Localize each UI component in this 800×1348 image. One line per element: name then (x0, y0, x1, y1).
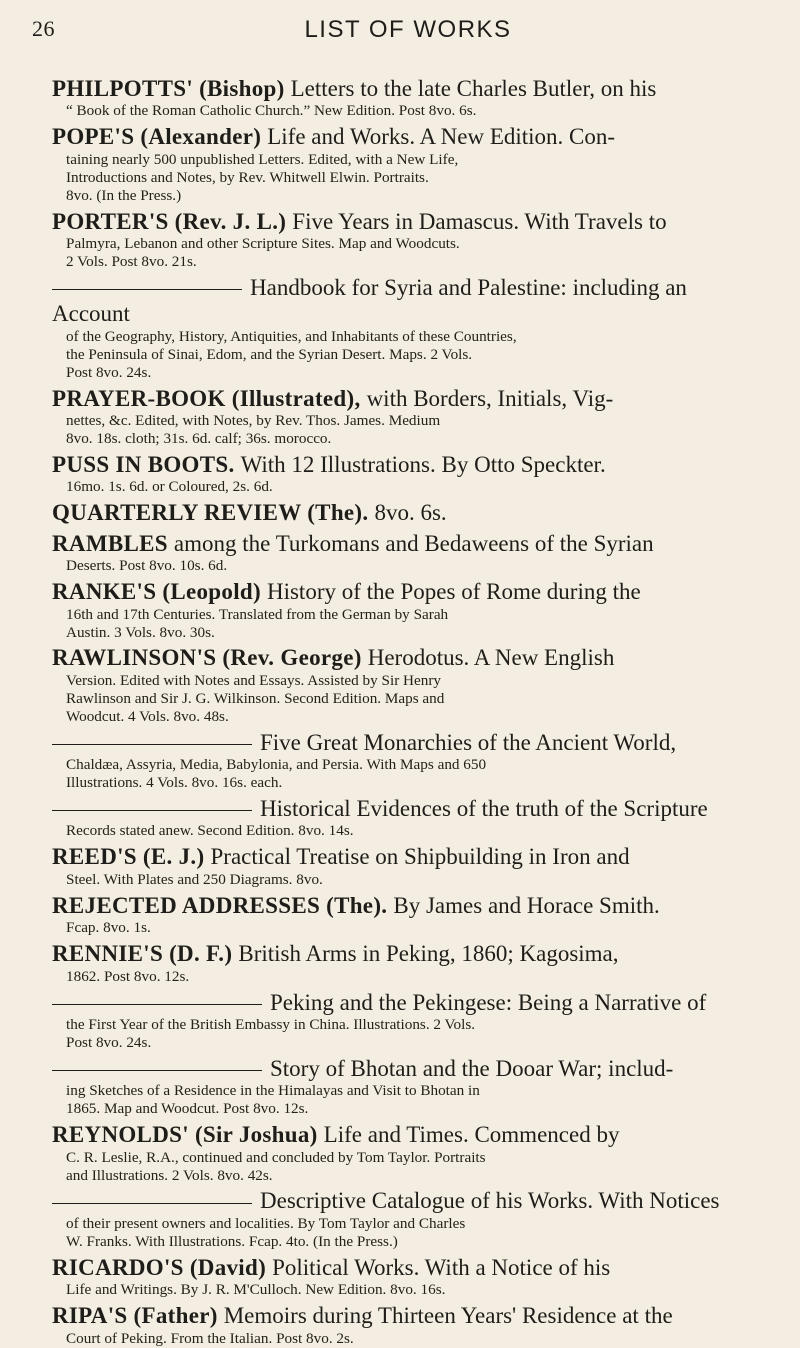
entry-heading (52, 275, 764, 328)
entry-detail: Court of Peking. From the Italian. Post 8vo. 2s. (66, 1329, 354, 1347)
ditto-rule (52, 1203, 252, 1204)
entry-author: REJECTED ADDRESSES (The). (52, 892, 394, 918)
catalogue-entry (52, 500, 764, 526)
entry-detail: and Illustrations. 2 Vols. 8vo. 42s. (66, 1166, 273, 1184)
entry-heading (52, 386, 764, 412)
entry-detail: C. R. Leslie, R.A., continued and concluded by Tom Taylor. Portraits (66, 1148, 486, 1166)
entry-detail: of their present owners and localities. By Tom Taylor and Charles (66, 1214, 466, 1232)
catalogue-entry (52, 124, 764, 204)
entry-detail: “ Book of the Roman Catholic Church.” New Edition. Post 8vo. 6s. (66, 102, 477, 120)
entry-detail: 1862. Post 8vo. 12s. (66, 967, 190, 985)
entry-author: RIPA'S (Father) (52, 1303, 224, 1329)
entry-detail: 2 Vols. Post 8vo. 21s. (66, 253, 197, 270)
catalogue-entry (52, 990, 764, 1052)
entry-heading (52, 941, 764, 967)
entry-detail: of the Geography, History, Antiquities, and Inhabitants of these Countries, (66, 327, 517, 345)
entry-title: Life and Times. Commenced by (323, 1122, 620, 1148)
entry-title: with Borders, Initials, Vig- (366, 385, 614, 411)
entry-heading (52, 452, 764, 478)
entry-heading (52, 990, 764, 1016)
entry-title: Story of Bhotan and the Dooar War; includ- (270, 1055, 674, 1081)
entry-heading (52, 579, 764, 605)
ditto-rule (52, 744, 252, 745)
entry-detail: Illustrations. 4 Vols. 8vo. 16s. each. (66, 774, 283, 792)
entry-title: Memoirs during Thirteen Years' Residence at the (223, 1303, 673, 1329)
entry-title: Herodotus. A New English (367, 645, 615, 671)
ditto-rule (52, 1070, 262, 1071)
catalogue-entry (52, 579, 764, 641)
entry-heading (52, 796, 764, 822)
entry-detail: Fcap. 8vo. 1s. (66, 919, 151, 937)
entry-heading (52, 645, 764, 671)
catalogue-entry (52, 1303, 764, 1347)
catalogue-entry (52, 893, 764, 937)
entry-title: Historical Evidences of the truth of the Scripture (260, 796, 708, 821)
entry-detail: nettes, &c. Edited, with Notes, by Rev. Thos. James. Medium (66, 412, 441, 430)
entry-detail: Rawlinson and Sir J. G. Wilkinson. Second Edition. Maps and (66, 689, 445, 707)
entry-author: PORTER'S (Rev. J. L.) (52, 208, 293, 234)
entry-author: QUARTERLY REVIEW (The). (52, 500, 375, 526)
catalogue-entry (52, 275, 764, 382)
entry-heading (52, 1255, 764, 1281)
entry-title: History of the Popes of Rome during the (266, 579, 641, 605)
catalogue-entry (52, 844, 764, 888)
entry-title: Life and Works. A New Edition. Con- (267, 124, 616, 150)
entry-title: 8vo. 6s. (374, 500, 447, 526)
entry-author: PUSS IN BOOTS. (52, 451, 241, 477)
ditto-rule (52, 289, 242, 290)
entry-detail: Post 8vo. 24s. (66, 1033, 152, 1051)
entry-heading (52, 1056, 764, 1082)
entry-title: Five Great Monarchies of the Ancient World, (260, 729, 677, 755)
entry-title: among the Turkomans and Bedaweens of the Syrian (173, 530, 654, 556)
entry-title: Political Works. With a Notice of his (272, 1254, 611, 1280)
entry-title: With 12 Illustrations. By Otto Speckter. (240, 451, 606, 477)
entry-title: Descriptive Catalogue of his Works. With Notices (260, 1188, 720, 1214)
entry-detail: Palmyra, Lebanon and other Scripture Sites. Map and Woodcuts. (66, 235, 460, 253)
entry-title: Five Years in Damascus. With Travels to (292, 208, 667, 234)
entry-detail: Steel. With Plates and 250 Diagrams. 8vo. (66, 870, 323, 888)
entry-detail: W. Franks. With Illustrations. Fcap. 4to. (In the Press.) (66, 1232, 398, 1250)
ditto-rule (52, 810, 252, 811)
entry-detail: Introductions and Notes, by Rev. Whitwell Elwin. Portraits. (66, 168, 429, 186)
entry-heading (52, 844, 764, 870)
entry-detail: 1865. Map and Woodcut. Post 8vo. 12s. (66, 1100, 309, 1118)
catalogue-entry (52, 452, 764, 496)
catalogue-entry (52, 1122, 764, 1184)
entry-author: POPE'S (Alexander) (52, 124, 268, 150)
catalogue-entry (52, 386, 764, 448)
entry-heading (52, 893, 764, 919)
catalogue-entry (52, 76, 764, 120)
entry-heading (52, 124, 764, 150)
page-number: 26 (32, 16, 55, 41)
catalogue-entries (52, 76, 764, 1348)
entry-detail: the First Year of the British Embassy in China. Illustrations. 2 Vols. (66, 1015, 476, 1033)
entry-title: Peking and the Pekingese: Being a Narrative of (270, 989, 707, 1015)
entry-heading (52, 76, 764, 102)
catalogue-entry (52, 531, 764, 575)
catalogue-entry (52, 645, 764, 725)
entry-detail: Records stated anew. Second Edition. 8vo. 14s. (66, 822, 354, 840)
entry-title: Letters to the late Charles Butler, on his (290, 76, 657, 101)
entry-title: By James and Horace Smith. (393, 892, 660, 918)
catalogue-entry (52, 1255, 764, 1299)
entry-author: RICARDO'S (David) (52, 1254, 273, 1280)
entry-author: RAWLINSON'S (Rev. George) (52, 645, 368, 671)
entry-heading (52, 1303, 764, 1329)
entry-detail: Woodcut. 4 Vols. 8vo. 48s. (66, 707, 229, 725)
entry-detail: Life and Writings. By J. R. M'Culloch. New Edition. 8vo. 16s. (66, 1281, 446, 1299)
entry-detail: Version. Edited with Notes and Essays. Assisted by Sir Henry (66, 671, 442, 689)
entry-title: Practical Treatise on Shipbuilding in Iron and (210, 844, 630, 870)
catalogue-entry (52, 1188, 764, 1250)
entry-author: REED'S (E. J.) (52, 844, 211, 870)
entry-heading (52, 531, 764, 557)
entry-detail: 8vo. 18s. cloth; 31s. 6d. calf; 36s. morocco. (66, 430, 332, 447)
entry-detail: taining nearly 500 unpublished Letters. Edited, with a New Life, (66, 150, 459, 168)
running-head (32, 16, 764, 62)
entry-detail: ing Sketches of a Residence in the Himalayas and Visit to Bhotan in (66, 1082, 480, 1100)
entry-detail: Chaldæa, Assyria, Media, Babylonia, and Persia. With Maps and 650 (66, 756, 487, 774)
entry-detail: 8vo. (In the Press.) (66, 186, 182, 204)
entry-author: REYNOLDS' (Sir Joshua) (52, 1122, 324, 1148)
entry-title: Handbook for Syria and Palestine: including an Account (52, 274, 687, 327)
entry-heading (52, 1188, 764, 1214)
entry-detail: Deserts. Post 8vo. 10s. 6d. (66, 557, 228, 575)
entry-author: PHILPOTTS' (Bishop) (52, 76, 291, 101)
entry-detail: 16th and 17th Centuries. Translated from the German by Sarah (66, 605, 449, 623)
entry-heading (52, 730, 764, 756)
entry-heading (52, 1122, 764, 1148)
catalogue-entry (52, 1056, 764, 1118)
ditto-rule (52, 1004, 262, 1005)
entry-detail: 16mo. 1s. 6d. or Coloured, 2s. 6d. (66, 478, 273, 496)
entry-author: RAMBLES (52, 530, 174, 556)
catalogue-entry (52, 941, 764, 985)
entry-heading (52, 500, 764, 526)
entry-detail: Post 8vo. 24s. (66, 363, 152, 381)
entry-title: British Arms in Peking, 1860; Kagosima, (238, 941, 619, 967)
catalogue-entry (52, 796, 764, 840)
catalogue-entry (52, 730, 764, 792)
entry-detail: the Peninsula of Sinai, Edom, and the Syrian Desert. Maps. 2 Vols. (66, 345, 473, 363)
entry-author: PRAYER-BOOK (Illustrated), (52, 385, 367, 411)
page-title: LIST OF WORKS (304, 16, 512, 43)
entry-author: RENNIE'S (D. F.) (52, 941, 239, 967)
entry-detail: Austin. 3 Vols. 8vo. 30s. (66, 623, 215, 641)
entry-heading (52, 209, 764, 235)
catalogue-entry (52, 209, 764, 271)
entry-author: RANKE'S (Leopold) (52, 579, 267, 605)
